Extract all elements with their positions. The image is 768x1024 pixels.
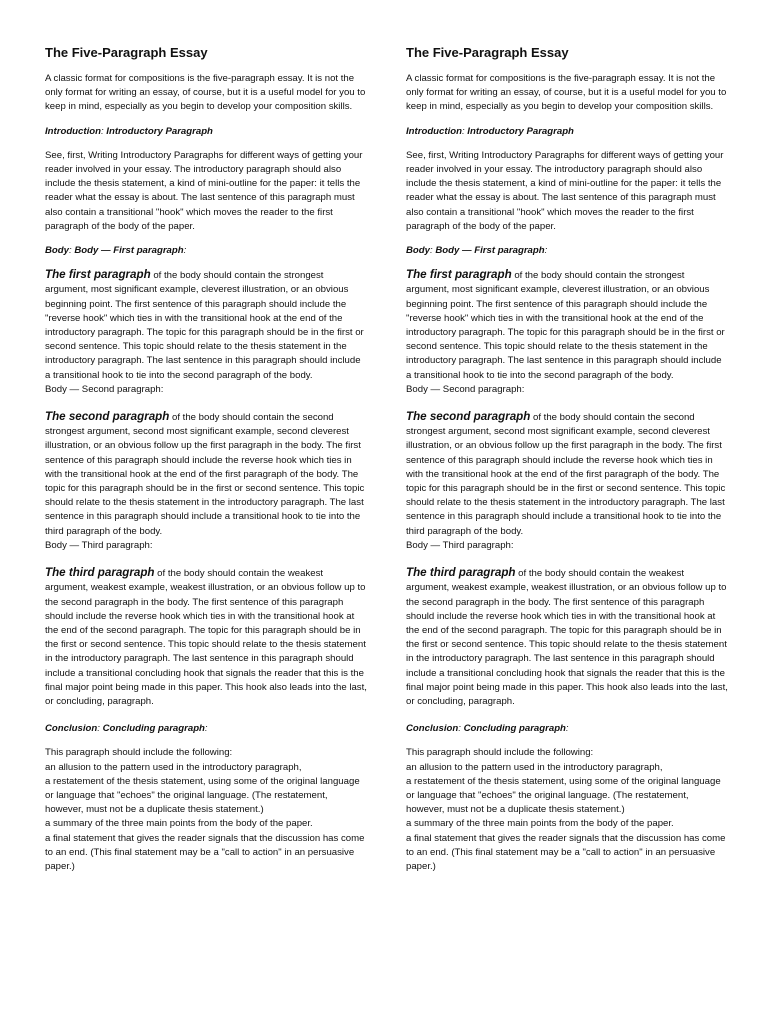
introduction-heading: Introduction: Introductory Paragraph bbox=[45, 125, 213, 137]
second-paragraph-label: Body — Second paragraph: bbox=[45, 383, 164, 395]
intro-paragraph: A classic format for compositions is the five-paragraph essay. It is not the only format for writing an essay, of course, but it is a useful model for you to keep in mind, especially as you begin to develop your composition skills. bbox=[406, 73, 727, 113]
conclusion-line: a final statement that gives the reader signals that the discussion has come to an end. (This final statement may be a "call to action" in an persuasive paper.) bbox=[406, 832, 726, 872]
conclusion-line: a restatement of the thesis statement, using some of the original language or language that "echoes" the original language. (The restatement, however, must not be a duplicate thesis statement.) bbox=[45, 775, 360, 816]
third-paragraph-block bbox=[406, 566, 728, 709]
conclusion-list bbox=[45, 746, 367, 874]
left-column bbox=[45, 44, 367, 874]
second-paragraph-lead: The second paragraph bbox=[45, 410, 170, 424]
conclusion-line: a restatement of the thesis statement, using some of the original language or language that "echoes" the original language. (The restatement, however, must not be a duplicate thesis statement.) bbox=[406, 775, 721, 816]
third-paragraph-lead: The third paragraph bbox=[45, 566, 155, 580]
third-paragraph-text: of the body should contain the weakest argument, weakest example, weakest illustration, or an obvious follow up to the second paragraph in the body. The first sentence of this paragraph should include the reverse hook which ties in with the transitional hook at the end of the second paragraph. The topic for this paragraph should be in the first or second sentence. This topic should relate to the thesis statement in the introductory paragraph. The last sentence in this paragraph should include a transitional concluding hook that signals the reader that this is the final major point being made in this paper. This hook also leads into the last, or concluding, paragraph. bbox=[45, 568, 367, 707]
first-paragraph-text: of the body should contain the strongest argument, most significant example, cleverest illustration, or an obvious beginning point. The first sentence of this paragraph should include the "reverse hook" which ties in with the transitional hook at the end of the introductory paragraph. The topic for this paragraph should be in the first or second sentence. This topic should relate to the thesis statement in the introductory paragraph. The last sentence in this paragraph should include a transitional hook to tie into the second paragraph of the body. bbox=[406, 270, 725, 381]
document-title: The Five-Paragraph Essay bbox=[45, 45, 208, 60]
conclusion-line: a summary of the three main points from the body of the paper. bbox=[45, 818, 313, 830]
second-paragraph-text: of the body should contain the second strongest argument, second most significant example, second cleverest illustration, or an obvious follow up the first paragraph in the body. The first sentence of this paragraph should include the reverse hook which ties in with the transitional hook at the end of the first paragraph of the body. The topic for this paragraph should be in the first or second sentence. This topic should relate to the thesis statement in the introductory paragraph. The last sentence in this paragraph should include a transitional hook to tie into the third paragraph of the body. bbox=[45, 412, 365, 537]
third-paragraph-lead: The third paragraph bbox=[406, 566, 516, 580]
third-paragraph-label: Body — Third paragraph: bbox=[45, 539, 153, 551]
conclusion-line: an allusion to the pattern used in the introductory paragraph, bbox=[45, 761, 302, 773]
right-column bbox=[406, 44, 728, 874]
conclusion-line: a summary of the three main points from the body of the paper. bbox=[406, 818, 674, 830]
conclusion-heading: Conclusion: Concluding paragraph: bbox=[45, 723, 208, 735]
second-paragraph-lead: The second paragraph bbox=[406, 410, 531, 424]
conclusion-list bbox=[406, 746, 728, 874]
introduction-text: See, first, Writing Introductory Paragraphs for different ways of getting your reader involved in your essay. The introductory paragraph should also include the thesis statement, a kind of mini-outline for the paper: it tells the reader what the essay is about. The last sentence of this paragraph must also contain a transitional "hook" which moves the reader to the first paragraph of the body of the paper. bbox=[406, 149, 724, 232]
first-paragraph-block bbox=[45, 268, 367, 397]
first-paragraph-block bbox=[406, 268, 728, 397]
body-heading: Body: Body — First paragraph: bbox=[45, 245, 187, 257]
intro-paragraph: A classic format for compositions is the five-paragraph essay. It is not the only format for writing an essay, of course, but it is a useful model for you to keep in mind, especially as you begin to develop your composition skills. bbox=[45, 73, 366, 113]
conclusion-line: This paragraph should include the following: bbox=[45, 747, 233, 759]
third-paragraph-label: Body — Third paragraph: bbox=[406, 539, 514, 551]
third-paragraph-block bbox=[45, 566, 367, 709]
conclusion-heading: Conclusion: Concluding paragraph: bbox=[406, 723, 569, 735]
first-paragraph-lead: The first paragraph bbox=[45, 268, 151, 282]
introduction-text: See, first, Writing Introductory Paragraphs for different ways of getting your reader involved in your essay. The introductory paragraph should also include the thesis statement, a kind of mini-outline for the paper: it tells the reader what the essay is about. The last sentence of this paragraph must also contain a transitional "hook" which moves the reader to the first paragraph of the body of the paper. bbox=[45, 149, 363, 232]
document-title: The Five-Paragraph Essay bbox=[406, 45, 569, 60]
second-paragraph-block bbox=[45, 410, 367, 553]
conclusion-line: This paragraph should include the following: bbox=[406, 747, 594, 759]
first-paragraph-lead: The first paragraph bbox=[406, 268, 512, 282]
body-heading: Body: Body — First paragraph: bbox=[406, 245, 548, 257]
conclusion-line: a final statement that gives the reader signals that the discussion has come to an end. (This final statement may be a "call to action" in an persuasive paper.) bbox=[45, 832, 365, 872]
second-paragraph-label: Body — Second paragraph: bbox=[406, 383, 525, 395]
conclusion-line: an allusion to the pattern used in the introductory paragraph, bbox=[406, 761, 663, 773]
first-paragraph-text: of the body should contain the strongest argument, most significant example, cleverest illustration, or an obvious beginning point. The first sentence of this paragraph should include the "reverse hook" which ties in with the transitional hook at the end of the introductory paragraph. The topic for this paragraph should be in the first or second sentence. This topic should relate to the thesis statement in the introductory paragraph. The last sentence in this paragraph should include a transitional hook to tie into the second paragraph of the body. bbox=[45, 270, 364, 381]
introduction-heading: Introduction: Introductory Paragraph bbox=[406, 125, 574, 137]
third-paragraph-text: of the body should contain the weakest argument, weakest example, weakest illustration, or an obvious follow up to the second paragraph in the body. The first sentence of this paragraph should include the reverse hook which ties in with the transitional hook at the end of the second paragraph. The topic for this paragraph should be in the first or second sentence. This topic should relate to the thesis statement in the introductory paragraph. The last sentence in this paragraph should include a transitional concluding hook that signals the reader that this is the final major point being made in this paper. This hook also leads into the last, or concluding, paragraph. bbox=[406, 568, 728, 707]
second-paragraph-block bbox=[406, 410, 728, 553]
second-paragraph-text: of the body should contain the second strongest argument, second most significant example, second cleverest illustration, or an obvious follow up the first paragraph in the body. The first sentence of this paragraph should include the reverse hook which ties in with the transitional hook at the end of the first paragraph of the body. The topic for this paragraph should be in the first or second sentence. This topic should relate to the thesis statement in the introductory paragraph. The last sentence in this paragraph should include a transitional hook to tie into the third paragraph of the body. bbox=[406, 412, 726, 537]
